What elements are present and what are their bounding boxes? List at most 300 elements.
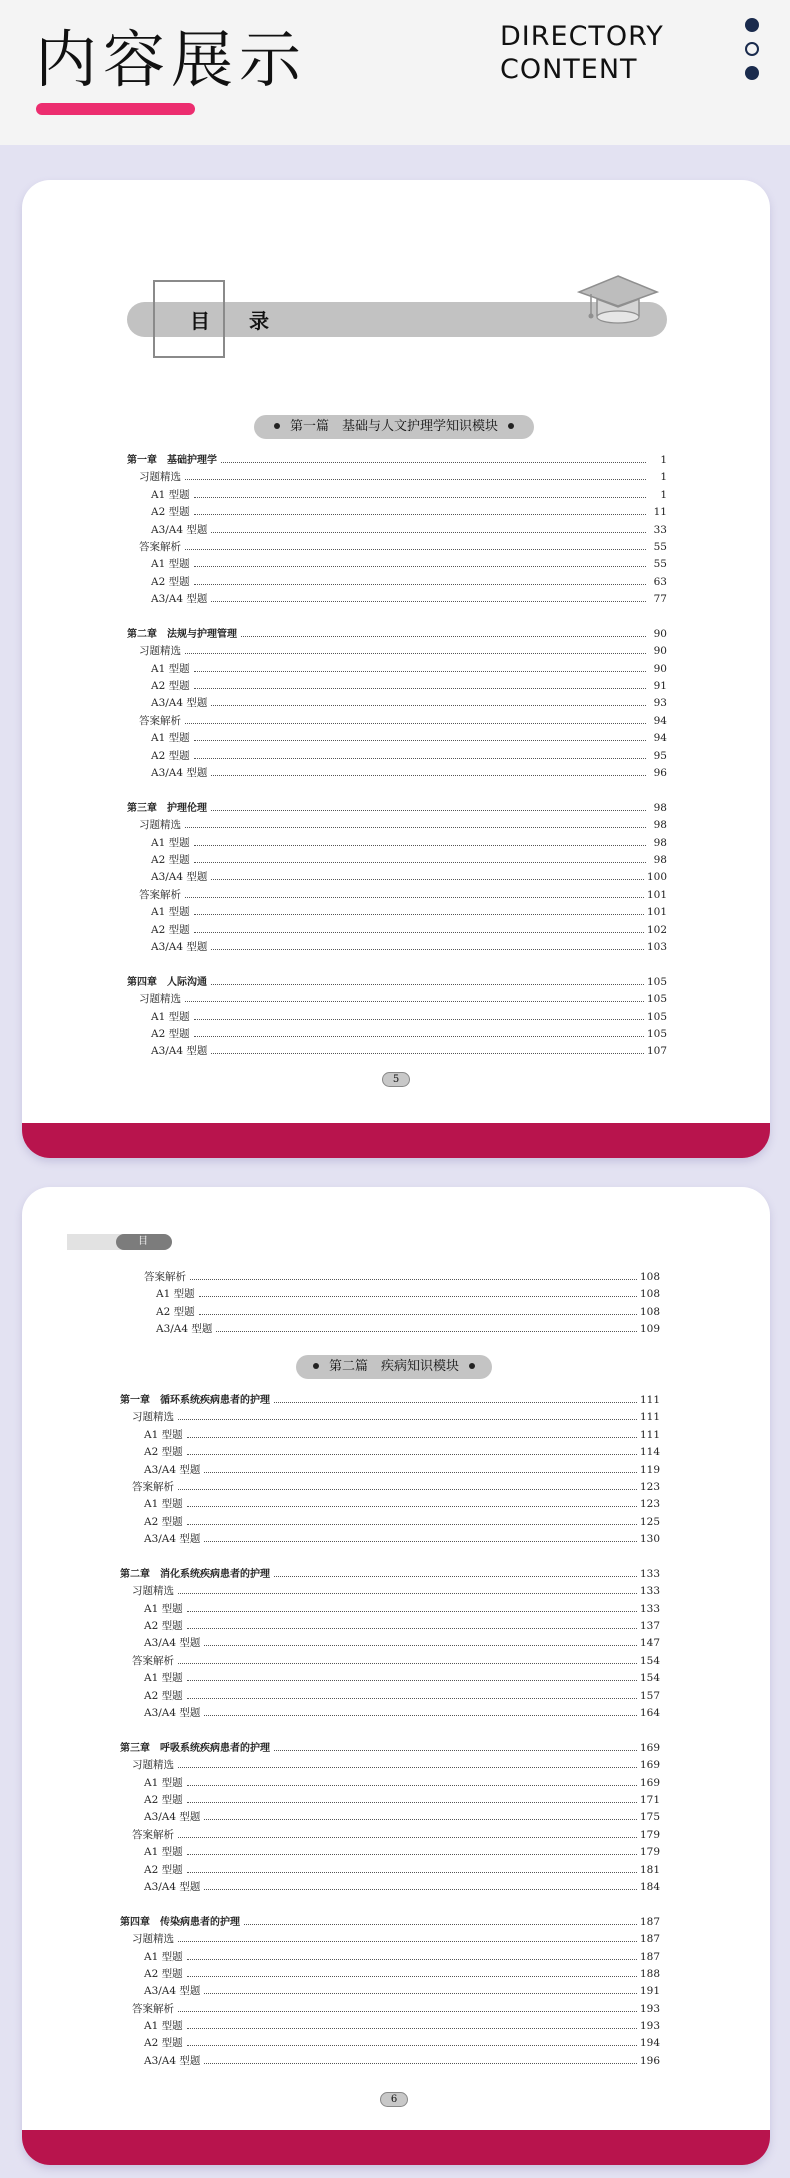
toc-entry-label: 答案解析 <box>139 714 181 727</box>
toc-page-number: 33 <box>653 523 667 536</box>
toc-subsection-row <box>120 1427 660 1444</box>
toc-entry-label: A3/A4 型题 <box>151 593 208 606</box>
dot-leader <box>204 1472 637 1473</box>
toc-entry-label: A3/A4 型题 <box>156 1323 213 1336</box>
dot-leader <box>178 1593 637 1594</box>
toc-page-number: 169 <box>639 1776 660 1789</box>
dot-leader <box>187 1802 637 1803</box>
dot-leader <box>178 2011 637 2012</box>
toc-entry-label: A2 型题 <box>151 923 190 936</box>
page-number: 5 <box>382 1072 410 1087</box>
toc-entry-label: 习题精选 <box>132 1585 174 1598</box>
toc-subsection-row <box>127 591 667 608</box>
part-title-pill <box>296 1355 492 1379</box>
toc-subsection-row <box>120 1879 660 1896</box>
dot-leader <box>204 1993 637 1994</box>
dot-leader <box>211 984 644 985</box>
toc-page-number: 103 <box>646 940 667 953</box>
dot-leader <box>185 549 646 550</box>
toc-section-row <box>132 1269 660 1286</box>
toc-page-number: 111 <box>639 1394 660 1406</box>
dot-leader <box>211 949 644 950</box>
toc-entry-label: A1 型题 <box>151 488 190 501</box>
toc-entry-label: A3/A4 型题 <box>151 871 208 884</box>
dot-leader <box>211 810 646 811</box>
dot-leader <box>199 1296 637 1297</box>
toc-entry-label: A1 型题 <box>144 1846 183 1859</box>
toc-entry-label: A3/A4 型题 <box>144 1880 201 1893</box>
toc-page-number: 98 <box>653 853 667 866</box>
toc-entry-label: A1 型题 <box>151 558 190 571</box>
toc-entry-label: 答案解析 <box>132 1828 174 1841</box>
toc-page-number: 169 <box>639 1741 660 1754</box>
toc-entry-label: A3/A4 型题 <box>151 940 208 953</box>
toc-entry-label: A1 型题 <box>151 732 190 745</box>
toc-entry-label: A3/A4 型题 <box>151 1045 208 1058</box>
toc-entry-label: A2 型题 <box>144 1793 183 1806</box>
pill-dot <box>274 423 280 429</box>
toc-page-number: 179 <box>639 1828 660 1841</box>
dot-leader <box>221 462 646 463</box>
toc-chapter-row <box>120 1740 660 1757</box>
toc-page-number: 119 <box>639 1463 660 1476</box>
toc-subsection-row <box>120 1809 660 1826</box>
dot-leader <box>185 1001 644 1002</box>
toc-page-number: 123 <box>639 1498 660 1511</box>
toc-entry-label: 第四章 人际沟通 <box>127 976 207 988</box>
dot-leader <box>204 1645 637 1646</box>
toc-subsection-row <box>127 487 667 504</box>
toc-page-number: 193 <box>639 2020 660 2033</box>
dot-leader <box>187 1437 637 1438</box>
dot-leader <box>241 636 646 637</box>
toc-section-row <box>120 1409 660 1426</box>
toc-entry-label: 习题精选 <box>139 819 181 832</box>
dot-leader <box>178 1663 637 1664</box>
dot-leader <box>211 532 646 533</box>
toc-entry-label: A2 型题 <box>144 1620 183 1633</box>
dot-leader <box>194 514 646 515</box>
toc-entry-label: A3/A4 型题 <box>151 767 208 780</box>
toc-page-number: 133 <box>639 1567 660 1580</box>
dot-leader <box>187 1524 637 1525</box>
pill-dot <box>469 1363 475 1369</box>
directory-title: 目 录 <box>190 309 285 333</box>
toc-subsection-row <box>120 1635 660 1652</box>
toc-list <box>127 452 667 1061</box>
pill-dot <box>313 1363 319 1369</box>
toc-entry-label: 答案解析 <box>139 540 181 553</box>
toc-entry-label: 习题精选 <box>132 1759 174 1772</box>
toc-entry-label: 第一章 基础护理学 <box>127 455 217 466</box>
dot-leader <box>194 688 646 689</box>
toc-entry-label: A2 型题 <box>151 575 190 588</box>
toc-subsection-row <box>127 678 667 695</box>
toc-entry-label: A3/A4 型题 <box>144 1707 201 1720</box>
toc-subsection-row <box>120 1601 660 1618</box>
toc-subsection-row <box>127 504 667 521</box>
toc-page-number: 133 <box>639 1602 660 1615</box>
toc-page-number: 108 <box>639 1271 660 1283</box>
header-title-cn: 内容展示 <box>35 23 308 96</box>
toc-subsection-row <box>127 922 667 939</box>
toc-page-number: 1 <box>660 471 667 484</box>
toc-page-number: 175 <box>639 1811 660 1824</box>
toc-entry-label: A1 型题 <box>144 1776 183 1789</box>
dot-leader <box>194 566 646 567</box>
toc-page-number: 169 <box>639 1759 660 1772</box>
toc-entry-label: A1 型题 <box>144 2020 183 2033</box>
dot-leader <box>244 1924 637 1925</box>
toc-entry-label: A3/A4 型题 <box>151 523 208 536</box>
toc-spacer <box>120 1896 660 1913</box>
toc-entry-label: A3/A4 型题 <box>144 1463 201 1476</box>
toc-page-number: 55 <box>653 558 667 571</box>
toc-subsection-row <box>120 2035 660 2052</box>
dot-leader <box>194 862 646 863</box>
toc-entry-label: A1 型题 <box>144 1498 183 1511</box>
toc-subsection-row <box>120 1618 660 1635</box>
toc-page-number: 1 <box>660 488 667 501</box>
toc-page-number: 100 <box>646 871 667 884</box>
dot-leader <box>204 1541 637 1542</box>
toc-entry-label: A3/A4 型题 <box>144 1985 201 1998</box>
toc-page-number: 90 <box>653 662 667 675</box>
dot-leader <box>216 1331 637 1332</box>
dot-leader <box>187 1959 637 1960</box>
toc-entry-label: 第一章 循环系统疾病患者的护理 <box>120 1395 270 1406</box>
dot-leader <box>204 1889 637 1890</box>
toc-entry-label: A2 型题 <box>144 1446 183 1459</box>
dot-leader <box>204 2063 637 2064</box>
toc-chapter-row <box>127 452 667 469</box>
toc-subsection-row <box>120 1688 660 1705</box>
dot-leader <box>199 1314 637 1315</box>
toc-page-number: 90 <box>653 645 667 658</box>
toc-chapter-row <box>127 974 667 991</box>
header-title-en <box>500 20 664 86</box>
toc-page-number: 1 <box>660 454 667 466</box>
dot-leader <box>187 1698 637 1699</box>
toc-page-number: 147 <box>639 1637 660 1650</box>
toc-list-continued <box>132 1269 660 1339</box>
toc-page-number: 111 <box>639 1428 660 1441</box>
toc-subsection-row <box>120 1462 660 1479</box>
toc-section-row <box>127 713 667 730</box>
toc-page-number: 154 <box>639 1672 660 1685</box>
toc-subsection-row <box>127 556 667 573</box>
dot-leader <box>194 740 646 741</box>
toc-section-row <box>127 817 667 834</box>
dot-leader <box>211 775 646 776</box>
dot-leader <box>194 1036 644 1037</box>
toc-subsection-row <box>127 661 667 678</box>
toc-section-row <box>127 643 667 660</box>
toc-list <box>120 1392 660 2070</box>
dot-leader <box>194 671 646 672</box>
dot-leader <box>211 705 646 706</box>
toc-spacer <box>127 609 667 626</box>
toc-subsection-row <box>127 869 667 886</box>
dot-leader <box>194 932 644 933</box>
dot-leader <box>194 914 644 915</box>
toc-page-card-2 <box>22 1187 770 2165</box>
dot-leader <box>274 1750 637 1751</box>
dot-leader <box>187 1680 637 1681</box>
toc-entry-label: A2 型题 <box>144 1863 183 1876</box>
dot-leader <box>178 1767 637 1768</box>
toc-entry-label: A1 型题 <box>151 906 190 919</box>
toc-subsection-row <box>132 1304 660 1321</box>
toc-page-number: 107 <box>646 1045 667 1058</box>
dot-leader <box>187 1854 637 1855</box>
toc-page-number: 194 <box>639 2037 660 2050</box>
dot-leader <box>194 845 646 846</box>
toc-chapter-row <box>120 1566 660 1583</box>
toc-section-row <box>120 2001 660 2018</box>
toc-entry-label: A3/A4 型题 <box>144 2054 201 2067</box>
toc-page-number: 109 <box>639 1323 660 1336</box>
toc-page-number: 193 <box>639 2002 660 2015</box>
toc-page-number: 95 <box>653 749 667 762</box>
toc-page-number: 188 <box>639 1967 660 1980</box>
toc-subsection-row <box>120 1444 660 1461</box>
dot-leader <box>204 1819 637 1820</box>
toc-subsection-row <box>120 1966 660 1983</box>
toc-subsection-row <box>127 765 667 782</box>
toc-section-row <box>120 1653 660 1670</box>
toc-entry-label: 习题精选 <box>139 471 181 484</box>
toc-page-number: 98 <box>653 836 667 849</box>
toc-subsection-row <box>120 1670 660 1687</box>
toc-subsection-row <box>132 1321 660 1338</box>
toc-section-row <box>127 991 667 1008</box>
toc-spacer <box>120 1722 660 1739</box>
dot-leader <box>194 1019 644 1020</box>
toc-page-number: 137 <box>639 1620 660 1633</box>
toc-entry-label: 第三章 护理伦理 <box>127 802 207 814</box>
toc-subsection-row <box>127 574 667 591</box>
dot-leader <box>274 1402 637 1403</box>
page-number: 6 <box>380 2092 408 2107</box>
dot-leader <box>211 879 644 880</box>
header-dots <box>745 18 759 90</box>
toc-entry-label: A1 型题 <box>151 836 190 849</box>
dot-leader <box>187 1976 637 1977</box>
dot-leader <box>274 1576 637 1577</box>
toc-page-number: 101 <box>646 888 667 901</box>
toc-subsection-row <box>120 1949 660 1966</box>
toc-entry-label: A1 型题 <box>151 1010 190 1023</box>
dot-leader <box>187 2028 637 2029</box>
toc-entry-label: A3/A4 型题 <box>144 1533 201 1546</box>
toc-page-number: 191 <box>639 1985 660 1998</box>
dot-leader <box>204 1715 637 1716</box>
toc-subsection-row <box>127 852 667 869</box>
toc-entry-label: 习题精选 <box>139 645 181 658</box>
toc-subsection-row <box>120 1775 660 1792</box>
toc-entry-label: 答案解析 <box>144 1271 186 1283</box>
toc-page-number: 77 <box>653 593 667 606</box>
card-footer-band <box>22 2130 770 2165</box>
toc-subsection-row <box>127 748 667 765</box>
toc-spacer <box>127 782 667 799</box>
toc-page-number: 55 <box>653 540 667 553</box>
toc-page-number: 171 <box>639 1793 660 1806</box>
toc-entry-label: A1 型题 <box>144 1672 183 1685</box>
toc-page-number: 108 <box>639 1288 660 1301</box>
toc-page-number: 93 <box>653 697 667 710</box>
toc-page-number: 187 <box>639 1950 660 1963</box>
toc-page-number: 164 <box>639 1707 660 1720</box>
dot-leader <box>187 1785 637 1786</box>
toc-page-number: 96 <box>653 767 667 780</box>
graduation-cap-icon <box>577 272 659 330</box>
toc-entry-label: A1 型题 <box>144 1602 183 1615</box>
toc-subsection-row <box>120 1844 660 1861</box>
toc-page-number: 105 <box>646 993 667 1006</box>
toc-page-number: 157 <box>639 1689 660 1702</box>
dot-leader <box>178 1419 637 1420</box>
dot-leader <box>185 723 646 724</box>
toc-entry-label: 习题精选 <box>132 1411 174 1424</box>
toc-page-number: 94 <box>653 732 667 745</box>
dot-leader <box>190 1279 637 1280</box>
toc-entry-label: 第二章 法规与护理管理 <box>127 628 237 640</box>
dot-leader <box>194 758 646 759</box>
toc-page-number: 187 <box>639 1915 660 1928</box>
toc-subsection-row <box>127 835 667 852</box>
toc-entry-label: A2 型题 <box>151 853 190 866</box>
toc-subsection-row <box>127 1009 667 1026</box>
page-header <box>0 0 790 145</box>
toc-entry-label: A2 型题 <box>151 680 190 693</box>
part-title: 第二篇 疾病知识模块 <box>328 1359 459 1374</box>
toc-subsection-row <box>120 2018 660 2035</box>
toc-page-number: 114 <box>639 1446 660 1459</box>
toc-subsection-row <box>120 1705 660 1722</box>
toc-section-row <box>120 1827 660 1844</box>
toc-entry-label: A1 型题 <box>144 1950 183 1963</box>
toc-subsection-row <box>120 2053 660 2070</box>
toc-page-number: 196 <box>639 2054 660 2067</box>
toc-subsection-row <box>127 522 667 539</box>
toc-entry-label: A2 型题 <box>151 506 190 519</box>
dot-leader <box>178 1941 637 1942</box>
toc-entry-label: A2 型题 <box>144 1967 183 1980</box>
toc-chapter-row <box>127 626 667 643</box>
toc-page-number: 101 <box>646 906 667 919</box>
toc-page-number: 91 <box>653 680 667 693</box>
dot-filled <box>745 66 759 80</box>
card-footer-band <box>22 1123 770 1158</box>
toc-page-number: 123 <box>639 1480 660 1493</box>
toc-subsection-row <box>127 904 667 921</box>
toc-entry-label: 答案解析 <box>132 1480 174 1493</box>
toc-entry-label: A2 型题 <box>144 1689 183 1702</box>
dot-leader <box>187 1506 637 1507</box>
toc-entry-label: 第二章 消化系统疾病患者的护理 <box>120 1568 270 1580</box>
dot-leader <box>185 479 646 480</box>
toc-entry-label: A2 型题 <box>156 1305 195 1318</box>
toc-section-row <box>120 1757 660 1774</box>
toc-subsection-row <box>127 695 667 712</box>
dot-leader <box>194 497 646 498</box>
toc-subsection-row <box>127 1026 667 1043</box>
part-title-pill <box>254 415 534 439</box>
dot-leader <box>185 897 644 898</box>
toc-section-row <box>120 1479 660 1496</box>
toc-entry-label: A3/A4 型题 <box>144 1811 201 1824</box>
pill-dot <box>508 423 514 429</box>
toc-page-number: 98 <box>653 801 667 814</box>
toc-entry-label: A2 型题 <box>144 1515 183 1528</box>
dot-leader <box>187 1628 637 1629</box>
dot-filled <box>745 18 759 32</box>
toc-page-number: 11 <box>653 506 667 519</box>
dot-hollow <box>745 42 759 56</box>
toc-page-number: 154 <box>639 1654 660 1667</box>
toc-entry-label: 习题精选 <box>132 1933 174 1946</box>
toc-spacer <box>127 956 667 973</box>
toc-page-number: 133 <box>639 1585 660 1598</box>
toc-entry-label: 答案解析 <box>132 1654 174 1667</box>
toc-entry-label: A2 型题 <box>151 749 190 762</box>
toc-subsection-row <box>127 939 667 956</box>
toc-subsection-row <box>127 1043 667 1060</box>
toc-subsection-row <box>120 1792 660 1809</box>
dot-leader <box>187 1454 637 1455</box>
toc-page-number: 105 <box>646 1027 667 1040</box>
toc-entry-label: A3/A4 型题 <box>151 697 208 710</box>
toc-spacer <box>120 1549 660 1566</box>
toc-section-row <box>127 469 667 486</box>
toc-subsection-row <box>120 1862 660 1879</box>
dot-leader <box>185 827 646 828</box>
toc-page-number: 94 <box>653 714 667 727</box>
dot-leader <box>185 653 646 654</box>
toc-entry-label: A1 型题 <box>151 662 190 675</box>
toc-subsection-row <box>132 1286 660 1303</box>
directory-tag: 目 录 <box>116 1234 172 1250</box>
toc-subsection-row <box>127 730 667 747</box>
toc-section-row <box>127 539 667 556</box>
toc-page-number: 102 <box>646 923 667 936</box>
toc-chapter-row <box>127 800 667 817</box>
toc-section-row <box>120 1931 660 1948</box>
dot-leader <box>187 1611 637 1612</box>
toc-entry-label: A1 型题 <box>156 1288 195 1301</box>
toc-entry-label: 答案解析 <box>139 888 181 901</box>
part-title: 第一篇 基础与人文护理学知识模块 <box>289 419 498 434</box>
toc-page-number: 90 <box>653 627 667 640</box>
dot-leader <box>178 1837 637 1838</box>
toc-entry-label: 第三章 呼吸系统疾病患者的护理 <box>120 1742 270 1754</box>
toc-page-number: 108 <box>639 1305 660 1318</box>
header-title-en-line2: CONTENT <box>500 54 638 85</box>
toc-subsection-row <box>120 1531 660 1548</box>
toc-entry-label: 习题精选 <box>139 993 181 1006</box>
toc-page-number: 125 <box>639 1515 660 1528</box>
toc-subsection-row <box>120 1983 660 2000</box>
toc-page-number: 105 <box>646 975 667 988</box>
toc-chapter-row <box>120 1392 660 1409</box>
toc-page-number: 130 <box>639 1533 660 1546</box>
toc-page-number: 179 <box>639 1846 660 1859</box>
dot-leader <box>211 1053 644 1054</box>
dot-leader <box>187 1872 637 1873</box>
dot-leader <box>187 2045 637 2046</box>
